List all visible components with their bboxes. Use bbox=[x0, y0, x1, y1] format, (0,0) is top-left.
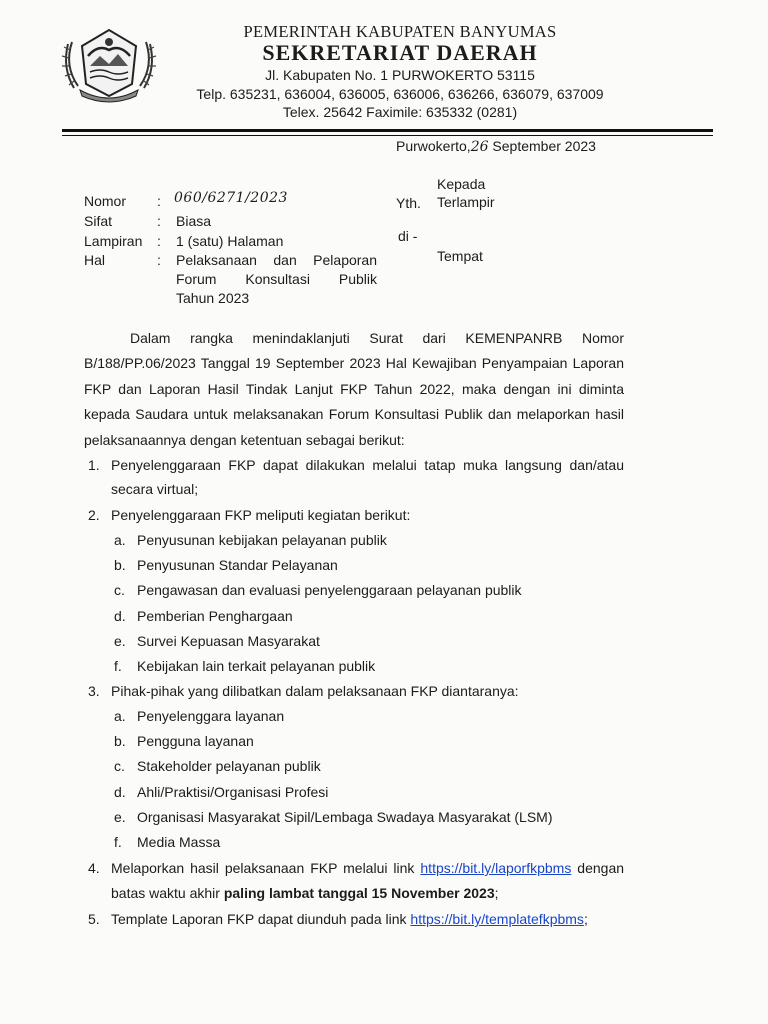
sub-item-text: Kebijakan lain terkait pelayanan publik bbox=[137, 658, 376, 674]
sub-item-text: Stakeholder pelayanan publik bbox=[137, 758, 321, 775]
addressee-terlampir: Terlampir bbox=[437, 194, 495, 210]
list-item-4-cont: batas waktu akhir paling lambat tanggal 15 November 2023; bbox=[111, 885, 499, 901]
letterhead-telex: Telex. 25642 Faximile: 635332 (0281) bbox=[282, 104, 518, 120]
letterhead-rule-thin bbox=[62, 135, 713, 136]
letterhead-rule-thick bbox=[62, 129, 713, 132]
sub-item-text: Pemberian Penghargaan bbox=[137, 607, 293, 624]
letter-date: Purwokerto,26 September 2023 bbox=[396, 138, 596, 155]
sub-item-letter: d. bbox=[114, 783, 126, 800]
sifat-label: Sifat bbox=[84, 213, 113, 229]
sub-item-letter: d. bbox=[114, 607, 126, 624]
colon: : bbox=[157, 233, 161, 249]
lampiran-label: Lampiran bbox=[84, 233, 143, 249]
sub-item-text: Penyelenggara layanan bbox=[137, 708, 285, 724]
colon: : bbox=[157, 252, 161, 268]
sub-item-letter: f. bbox=[114, 658, 122, 674]
list-number: 4. bbox=[88, 860, 100, 876]
di-label: di - bbox=[398, 228, 418, 244]
list-item-1: Penyelenggaraan FKP dapat dilakukan melalui tatap muka langsung dan/atau bbox=[111, 457, 624, 473]
list-item-2: Penyelenggaraan FKP meliputi kegiatan berikut: bbox=[111, 507, 411, 523]
nomor-value-handwritten: 060/6271/2023 bbox=[174, 190, 288, 206]
yth-label: Yth. bbox=[396, 195, 421, 211]
list-number: 1. bbox=[88, 457, 100, 473]
list-item-1-cont: secara virtual; bbox=[111, 481, 199, 497]
sub-item-text: Organisasi Masyarakat Sipil/Lembaga Swadaya Masyarakat (LSM) bbox=[137, 808, 553, 825]
template-fkp-link[interactable]: https://bit.ly/templatefkpbms bbox=[410, 911, 584, 927]
laporfkp-link[interactable]: https://bit.ly/laporfkpbms bbox=[420, 860, 572, 876]
hal-value: Pelaksanaan dan Pelaporan Forum Konsultasi Publik Tahun 2023 bbox=[176, 252, 377, 306]
list-number: 2. bbox=[88, 507, 100, 523]
handwritten-day: 26 bbox=[470, 139, 489, 155]
sifat-value: Biasa bbox=[176, 213, 212, 229]
sub-item-text: Penyusunan kebijakan pelayanan publik bbox=[137, 532, 387, 548]
letterhead-office: SEKRETARIAT DAERAH bbox=[262, 40, 538, 65]
letterhead-address: Jl. Kabupaten No. 1 PURWOKERTO 53115 bbox=[265, 67, 535, 83]
addressee-tempat: Tempat bbox=[437, 248, 483, 264]
sub-item-letter: e. bbox=[114, 632, 126, 649]
sub-item-letter: b. bbox=[114, 733, 126, 750]
sub-item-text: Pengawasan dan evaluasi penyelenggaraan pelayanan publik bbox=[137, 582, 522, 599]
sub-item-letter: f. bbox=[114, 834, 122, 850]
body-paragraph: Dalam rangka menindaklanjuti Surat dari KEMENPANRB Nomor B/188/PP.06/2023 Tanggal 19 September 2023 Hal Kewajiban Penyampaian Laporan FKP dan Laporan Hasil Tindak Lanjut FKP Tahun 2022, maka dengan ini diminta kepada Saudara untuk melaksanakan Forum Konsultasi Publik dan melaporkan hasil pelaksanaannya dengan ketentuan sebagai berikut: bbox=[84, 330, 624, 448]
list-number: 3. bbox=[88, 683, 100, 699]
sub-item-letter: c. bbox=[114, 582, 125, 599]
deadline-text: paling lambat tanggal 15 November 2023 bbox=[223, 885, 495, 901]
sub-item-letter: c. bbox=[114, 758, 125, 775]
list-item-3: Pihak-pihak yang dilibatkan dalam pelaksanaan FKP diantaranya: bbox=[111, 683, 519, 699]
nomor-label: Nomor bbox=[84, 193, 127, 209]
kepada-label: Kepada bbox=[437, 176, 486, 192]
sub-item-text: Media Massa bbox=[137, 834, 221, 850]
sub-item-text: Survei Kepuasan Masyarakat bbox=[137, 632, 320, 649]
sub-item-letter: a. bbox=[114, 708, 126, 724]
sub-item-letter: e. bbox=[114, 808, 126, 825]
colon: : bbox=[157, 213, 161, 229]
sub-item-letter: a. bbox=[114, 532, 126, 548]
hal-label: Hal bbox=[84, 252, 106, 268]
lampiran-value: 1 (satu) Halaman bbox=[176, 233, 284, 249]
list-item-5: Template Laporan FKP dapat diunduh pada link https://bit.ly/templatefkpbms; bbox=[111, 911, 588, 927]
sub-item-text: Penyusunan Standar Pelayanan bbox=[137, 557, 338, 574]
sub-item-letter: b. bbox=[114, 557, 126, 574]
colon: : bbox=[157, 193, 161, 209]
letterhead-government: PEMERINTAH KABUPATEN BANYUMAS bbox=[243, 22, 557, 41]
sub-item-text: Ahli/Praktisi/Organisasi Profesi bbox=[137, 783, 329, 800]
sub-item-text: Pengguna layanan bbox=[137, 733, 254, 750]
list-item-4: Melaporkan hasil pelaksanaan FKP melalui link https://bit.ly/laporfkpbms dengan bbox=[111, 860, 625, 876]
letterhead-phone: Telp. 635231, 636004, 636005, 636006, 636266, 636079, 637009 bbox=[196, 86, 604, 102]
list-number: 5. bbox=[88, 911, 100, 927]
